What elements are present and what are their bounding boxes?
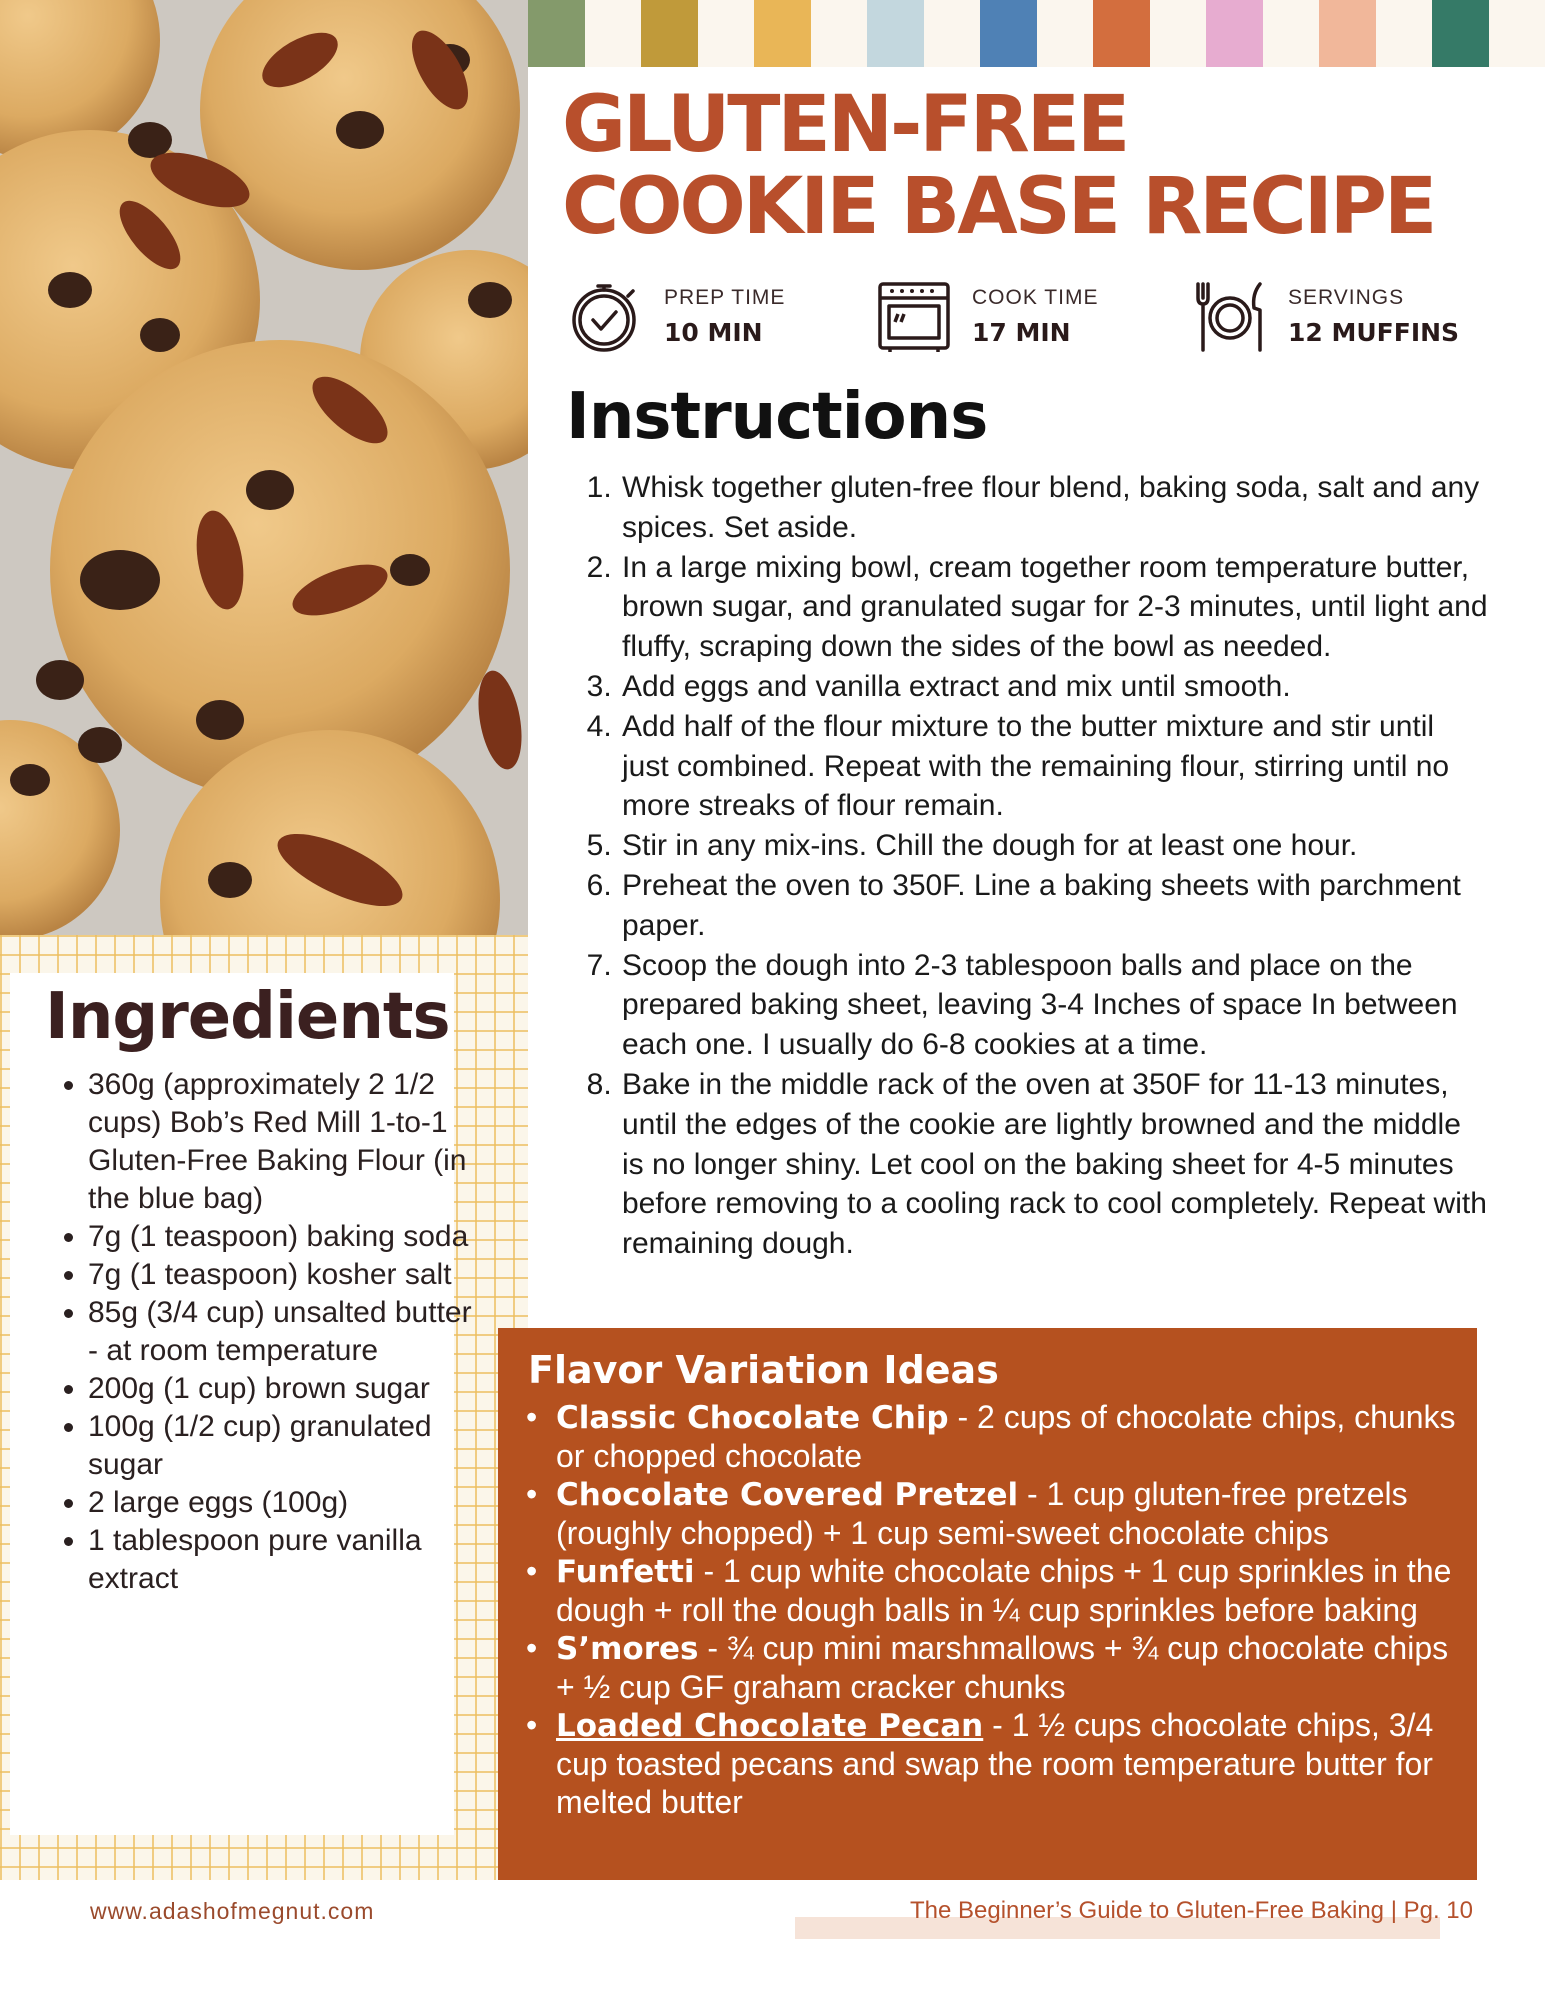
servings-value: 12 MUFFINS	[1288, 317, 1460, 347]
stripe	[811, 0, 868, 67]
stripe	[528, 0, 585, 67]
stripe	[1319, 0, 1376, 67]
instruction-step: 4. Add half of the flour mixture to the butter mixture and stir until just combined. Repeat with the remaining flour, stirring until no more streaks of flour remain.	[620, 707, 1488, 826]
stripe	[698, 0, 755, 67]
flavor-item	[556, 1552, 1456, 1629]
instruction-step: 2. In a large mixing bowl, cream together room temperature butter, brown sugar, and granulated sugar for 2-3 minutes, until light and fluffy, scraping down the sides of the bowl as needed.	[620, 548, 1488, 667]
flavor-item	[556, 1706, 1456, 1821]
prep-time-label: PREP TIME	[664, 285, 786, 309]
flavor-desc: - 1 cup gluten-free pretzels (roughly chopped) + 1 cup semi-sweet chocolate chips	[556, 1476, 1408, 1551]
cook-time-value: 17 MIN	[972, 317, 1071, 347]
oven-icon	[874, 276, 954, 356]
ingredients-heading: Ingredients	[45, 980, 450, 1054]
flavor-name: Chocolate Covered Pretzel	[556, 1477, 1019, 1513]
stripe	[1093, 0, 1150, 67]
prep-time	[566, 276, 785, 356]
stripe	[1150, 0, 1207, 67]
instruction-step: 5. Stir in any mix-ins. Chill the dough for at least one hour.	[620, 826, 1488, 866]
stripe	[641, 0, 698, 67]
stopwatch-icon	[566, 276, 646, 356]
ingredient-item: • 100g (1/2 cup) granulated sugar	[88, 1408, 478, 1484]
title-line-2: COOKIE BASE RECIPE	[562, 162, 1435, 252]
flavor-list	[556, 1398, 1456, 1821]
stripe	[867, 0, 924, 67]
stripe	[1376, 0, 1433, 67]
ingredient-item: • 7g (1 teaspoon) baking soda	[88, 1218, 478, 1256]
stripe	[1206, 0, 1263, 67]
stripe	[980, 0, 1037, 67]
flavor-variations-box	[498, 1328, 1477, 1880]
color-stripe-banner	[528, 0, 1545, 67]
instruction-step: 6. Preheat the oven to 350F. Line a baking sheets with parchment paper.	[620, 866, 1488, 946]
flavor-desc: - 1 ½ cups chocolate chips, 3/4 cup toasted pecans and swap the room temperature butter for melted butter	[556, 1707, 1434, 1820]
ingredients-list	[60, 1066, 478, 1598]
flavor-name: Classic Chocolate Chip	[556, 1400, 949, 1436]
cook-time-label: COOK TIME	[972, 285, 1099, 309]
stripe	[1432, 0, 1489, 67]
flavor-desc: - 1 cup white chocolate chips + 1 cup sprinkles in the dough + roll the dough balls in ¼ cup sprinkles before baking	[556, 1553, 1452, 1628]
page-title	[562, 80, 1435, 252]
servings	[1190, 276, 1459, 356]
instructions-list	[588, 468, 1488, 1264]
cookie-photo	[0, 0, 528, 935]
flavor-desc: - ¾ cup mini marshmallows + ¾ cup chocolate chips + ½ cup GF graham cracker chunks	[556, 1630, 1449, 1705]
ingredient-item: • 85g (3/4 cup) unsalted butter - at room temperature	[88, 1294, 478, 1370]
stripe	[754, 0, 811, 67]
flavor-heading: Flavor Variation Ideas	[528, 1348, 999, 1392]
flavor-name: Funfetti	[556, 1554, 695, 1590]
title-line-1: GLUTEN-FREE	[562, 80, 1128, 170]
flavor-desc: - 2 cups of chocolate chips, chunks or chopped chocolate	[556, 1399, 1456, 1474]
stripe	[1037, 0, 1094, 67]
flavor-item	[556, 1629, 1456, 1706]
ingredient-item: • 1 tablespoon pure vanilla extract	[88, 1522, 478, 1598]
stripe	[1263, 0, 1320, 67]
stripe	[924, 0, 981, 67]
instruction-step: 7. Scoop the dough into 2-3 tablespoon balls and place on the prepared baking sheet, leaving 3-4 Inches of space In between each one. I usually do 6-8 cookies at a time.	[620, 946, 1488, 1065]
flavor-name: S’mores	[556, 1631, 699, 1667]
instructions-heading: Instructions	[566, 380, 988, 454]
ingredient-item: • 200g (1 cup) brown sugar	[88, 1370, 478, 1408]
cookie-illustration	[0, 0, 528, 935]
plate-utensils-icon	[1190, 276, 1270, 356]
instruction-step: 8. Bake in the middle rack of the oven at 350F for 11-13 minutes, until the edges of the cookie are lightly browned and the middle is no longer shiny. Let cool on the baking sheet for 4-5 minutes before removing to a cooling rack to cool completely. Repeat with remaining dough.	[620, 1065, 1488, 1264]
flavor-item	[556, 1475, 1456, 1552]
instruction-step: 3. Add eggs and vanilla extract and mix until smooth.	[620, 667, 1488, 707]
stripe	[1489, 0, 1545, 67]
ingredient-item: • 360g (approximately 2 1/2 cups) Bob’s Red Mill 1-to-1 Gluten-Free Baking Flour (in the blue bag)	[88, 1066, 478, 1218]
flavor-item	[556, 1398, 1456, 1475]
stripe	[585, 0, 642, 67]
flavor-link-loaded-chocolate-pecan[interactable]: Loaded Chocolate Pecan	[556, 1708, 984, 1744]
footer-url-link[interactable]: www.adashofmegnut.com	[90, 1898, 375, 1924]
ingredient-item: • 7g (1 teaspoon) kosher salt	[88, 1256, 478, 1294]
prep-time-value: 10 MIN	[664, 317, 763, 347]
instruction-step: 1. Whisk together gluten-free flour blend, baking soda, salt and any spices. Set aside.	[620, 468, 1488, 548]
servings-label: SERVINGS	[1288, 285, 1405, 309]
cook-time	[874, 276, 1098, 356]
ingredient-item: • 2 large eggs (100g)	[88, 1484, 478, 1522]
footer-guide-title: The Beginner’s Guide to Gluten-Free Baking | Pg. 10	[909, 1897, 1473, 1924]
